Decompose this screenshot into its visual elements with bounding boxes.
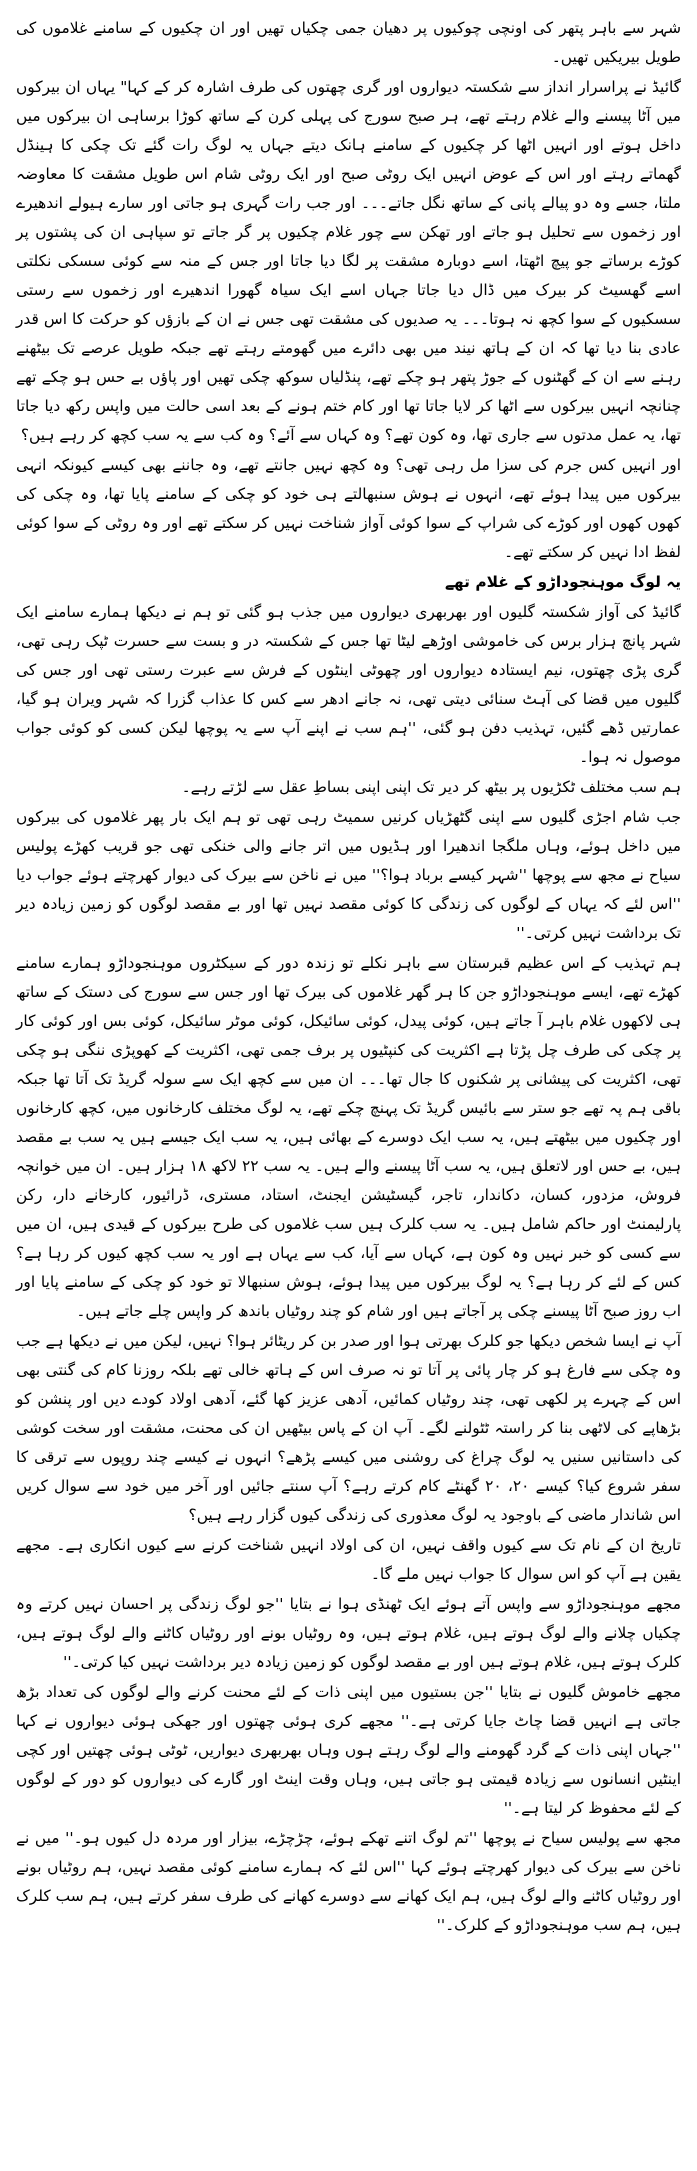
paragraph: گائیڈ کی آواز شکستہ گلیوں اور بھربھری دیواروں میں جذب ہو گئی تو ہم نے دیکھا ہمارے سامنے ایک شہر پانچ ہزار برس کی خاموشی اوڑھے لیٹا تھا جس کے شکستہ در و بست سے حسرت ٹپک رہی تھی، گری پڑی چھتوں، نیم ایستادہ دیواروں اور چھوٹی اینٹوں کے فرش سے عبرت رستی تھی اور جس کی گلیوں میں قضا کی آہٹ سنائی دیتی تھی، نہ جانے ادھر سے کس کا عذاب گزرا کہ شہر ویران ہو گیا، عمارتیں ڈھے گئیں، تہذیب دفن ہو گئی، ''ہم سب نے اپنے آپ سے یہ پوچھا لیکن کسی کو کوئی جواب موصول نہ ہوا۔ <box>16 603 681 766</box>
paragraph: ہم تہذیب کے اس عظیم قبرستان سے باہر نکلے تو زندہ دور کے سیکٹروں موہنجوداڑو ہمارے سامنے کھڑے تھے، ایسے موہنجوداڑو جن کا ہر گھر غلاموں کی بیرک تھا اور جس سے سورج کی دستک کے ساتھ ہی لاکھوں غلام باہر آ جاتے ہیں، کوئی پیدل، کوئی سائیکل، کوئی موٹر سائیکل، کوئی بس اور کوئی کار پر چکی کی طرف چل پڑتا ہے اکثریت کی کنپٹیوں پر برف جمی تھی، اکثریت کے کھوپڑی ننگی ہو چکی تھی، اکثریت کی پیشانی پر شکنوں کا جال تھا۔۔۔ ان میں سے کچھ ایک سے سولہ گریڈ تک آتا تھا جبکہ باقی ہم پہ تھے جو ستر سے بائیس گریڈ تک پہنچ چکے تھے، یہ لوگ مختلف کارخانوں میں، کچھ کارخانوں اور چکیوں میں بیٹھتے ہیں، یہ سب ایک دوسرے کے بھائی ہیں، یہ سب ایک جیسے ہیں یہ سب بے مقصد ہیں، بے حس اور لاتعلق ہیں، یہ سب آٹا پیسنے والے ہیں۔ یہ سب ۲۲ لاکھ ۱۸ ہزار ہیں۔ ان میں خوانچہ فروش، مزدور، کسان، دکاندار، تاجر، گیسٹیشن ایجنٹ، استاد، مستری، ڈرائیور، کارخانے دار، رکن پارلیمنٹ اور حاکم شامل ہیں۔ یہ سب کلرک ہیں سب غلاموں کی طرح بیرکوں کے قیدی ہیں، ان میں سے کسی کو خبر نہیں وہ کون ہے، کہاں سے آیا، کب سے یہاں ہے اور یہ سب کچھ کیوں کر رہا ہے؟ کس کے لئے کر رہا ہے؟ یہ لوگ بیرکوں میں پیدا ہوئے، ہوش سنبھالا تو خود کو چکی کے سامنے پایا اور اب روز صبح آٹا پیسنے چکی پر آجاتے ہیں اور شام کو چند روٹیاں باندھ کر واپس چلے جاتے ہیں۔ <box>16 954 681 1320</box>
paragraph: ہم سب مختلف ٹکڑیوں پر بیٹھ کر دیر تک اپنی اپنی بساطِ عقل سے لڑتے رہے۔ <box>181 778 681 796</box>
section-line: یہ لوگ موہنجوداڑو کے غلام تھے <box>445 573 681 591</box>
paragraph: شہر سے باہر پتھر کی اونچی چوکیوں پر دھیان جمی چکیاں تھیں اور ان چکیوں کے سامنے غلاموں کی طویل بیریکیں تھیں۔ <box>16 19 681 66</box>
paragraph: گائیڈ نے پراسرار انداز سے شکستہ دیواروں اور گری چھتوں کی طرف اشارہ کر کے کہا" یہاں ان بیرکوں میں آٹا پیسنے والے غلام رہتے تھے، ہر صبح سورج کی پہلی کرن کے ساتھ کوڑا برساہی ان بیرکوں میں داخل ہوتے اور انہیں اٹھا کر چکیوں کے سامنے ہانک دیتے جہاں یہ لوگ رات گئے تک چکی کا ہینڈل گھماتے رہتے اور اس کے عوض انہیں ایک روٹی صبح اور ایک روٹی شام اس طویل مشقت کا معاوضہ ملتا، جسے وہ دو پیالے پانی کے ساتھ نگل جاتے۔۔۔ اور جب رات گہری ہو جاتی اور سارے ہیولے اندھیرے اور زخموں سے تحلیل ہو جاتے اور تھکن سے چور غلام چکیوں پر گر جاتے تو سپاہی ان کی پشتوں پر کوڑے برساتے جو پیچ اٹھتا، اسے دوبارہ مشقت پر لگا دیا جاتا اور جس کے منہ سے کوئی سسکی نکلتی اسے گھسیٹ کر بیرک میں ڈال دیا جاتا جہاں اسے ایک سیاہ گھورا اندھیرے اور زخموں سے رستی سسکیوں کے سوا کچھ نہ ہوتا۔۔۔ یہ صدیوں کی مشقت تھی جس نے ان کے بازؤں کو حرکت کا اس قدر عادی بنا دیا تھا کہ ان کے ہاتھ نیند میں بھی دائرے میں گھومتے رہتے تھے جبکہ طویل عرصے تک بیٹھنے رہنے سے ان کے گھٹنوں کے جوڑ پتھر ہو چکے تھے، پنڈلیاں سوکھ چکی تھیں اور پاؤں بے حس ہو چکے تھے چنانچہ انہیں بیرکوں سے اٹھا کر لایا جاتا تھا اور کام ختم ہونے کے بعد اسی حالت میں واپس رکھ دیا جاتا تھا، یہ عمل مدتوں سے جاری تھا، وہ کون تھے؟ وہ کہاں سے آئے؟ وہ کب سے یہ سب کچھ کر رہے ہیں؟ <box>16 78 681 444</box>
paragraph: آپ نے ایسا شخص دیکھا جو کلرک بھرتی ہوا اور صدر بن کر ریٹائر ہوا؟ نہیں، لیکن میں نے دیکھا ہے جب وہ چکی سے فارغ ہو کر چار پائی پر آتا تو نہ صرف اس کے ہاتھ خالی تھے بلکہ روزنا کام کی گنتی بھی اس کے چہرے پر لکھی تھی، چند روٹیاں کمائیں، آدھی عزیز کھا گئے، آدھی اولاد کودے دیں اور پنشن کو بڑھاپے کی لاٹھی بنا کر راستہ ٹٹولنے لگے۔ آپ ان کے پاس بیٹھیں ان کی محنت، مشقت اور سخت کوشی کی داستانیں سنیں یہ لوگ چراغ کی روشنی میں کیسے پڑھے؟ انہوں نے کیسے چند روپوں سے ترقی کا سفر شروع کیا؟ کیسے ۲۰، ۲۰ گھنٹے کام کرتے رہے؟ آپ سنتے جائیں اور آخر میں خود سے سوال کریں اس شاندار ماضی کے باوجود یہ لوگ معذوری کی زندگی کیوں گزار رہے ہیں؟ <box>16 1332 681 1524</box>
paragraph: تاریخ ان کے نام تک سے کیوں واقف نہیں، ان کی اولاد انہیں شناخت کرنے سے کیوں انکاری ہے۔ مجھے یقین ہے آپ کو اس سوال کا جواب نہیں ملے گا۔ <box>16 1536 681 1583</box>
paragraph: مجھ سے پولیس سیاح نے پوچھا ''تم لوگ اتنے تھکے ہوئے، چڑچڑے، بیزار اور مردہ دل کیوں ہو۔'' میں نے ناخن سے بیرک کی دیوار کھرچتے ہوئے کہا ''اس لئے کہ ہمارے سامنے کوئی مقصد نہیں، ہم روٹیاں بونے اور روٹیاں کاٹنے والے لوگ ہیں، ہم ایک کھانے سے دوسرے کھانے کی طرف سفر کرتے ہیں، ہم سب کلرک ہیں، ہم سب موہنجوداڑو کے کلرک۔'' <box>16 1829 681 1934</box>
paragraph: مجھے موہنجوداڑو سے واپس آتے ہوئے ایک ٹھنڈی ہوا نے بتایا ''جو لوگ زندگی پر احسان نہیں کرتے وہ چکیاں چلانے والے لوگ ہوتے ہیں، غلام ہوتے ہیں، وہ روٹیاں بونے اور روٹیاں کاٹنے والے لوگ ہوتے ہیں، کلرک ہوتے ہیں، غلام ہوتے ہیں اور بے مقصد لوگوں کو زمین زیادہ دیر برداشت نہیں کیا کرتی۔'' <box>16 1595 681 1671</box>
paragraph: مجھے خاموش گلیوں نے بتایا ''جن بستیوں میں اپنی ذات کے لئے محنت کرنے والے لوگوں کی تعداد بڑھ جاتی ہے انہیں قضا چاٹ جایا کرتی ہے۔'' مجھے کری ہوئی چھتوں اور جھکی ہوئی دیواروں نے کہا ''جہاں اپنی ذات کے گرد گھومنے والے لوگ رہتے ہوں وہاں بھربھری دیواریں، ٹوٹی ہوئی چھتیں اور کچی اینٹیں انسانوں سے زیادہ قیمتی ہو جاتی ہیں، وہاں وقت اینٹ اور گارے کی دیواروں کو دور کے لوگوں کے لئے محفوظ کر لیتا ہے۔'' <box>16 1683 681 1817</box>
paragraph: اور انہیں کس جرم کی سزا مل رہی تھی؟ وہ کچھ نہیں جانتے تھے، وہ جاننے بھی کیسے کیونکہ انہی بیرکوں میں پیدا ہوئے تھے، انہوں نے ہوش سنبھالتے ہی خود کو چکی کے سامنے پایا تھا، وہ چکی کی کھوں کھوں اور کوڑے کی شراپ کے سوا کوئی آواز شناخت نہیں کر سکتے تھے اور وہ روٹی کے سوا کوئی لفظ ادا نہیں کر سکتے تھے۔ <box>16 456 681 561</box>
paragraph: جب شام اجڑی گلیوں سے اپنی گٹھڑیاں کرنیں سمیٹ رہی تھی تو ہم ایک بار پھر غلاموں کی بیرکوں میں داخل ہوئے، وہاں ملگجا اندھیرا اور ہڈیوں میں اتر جانے والی خنکی تھی جو قریب کھڑے پولیس سیاح نے مجھ سے پوچھا ''شہر کیسے برباد ہوا؟'' میں نے ناخن سے بیرک کی دیوار کھرچتے ہوئے جواب دیا ''اس لئے کہ یہاں کے لوگوں کی زندگی کا کوئی مقصد نہیں تھا اور بے مقصد لوگوں کو زمین زیادہ دیر تک برداشت نہیں کرتی۔'' <box>16 808 681 942</box>
